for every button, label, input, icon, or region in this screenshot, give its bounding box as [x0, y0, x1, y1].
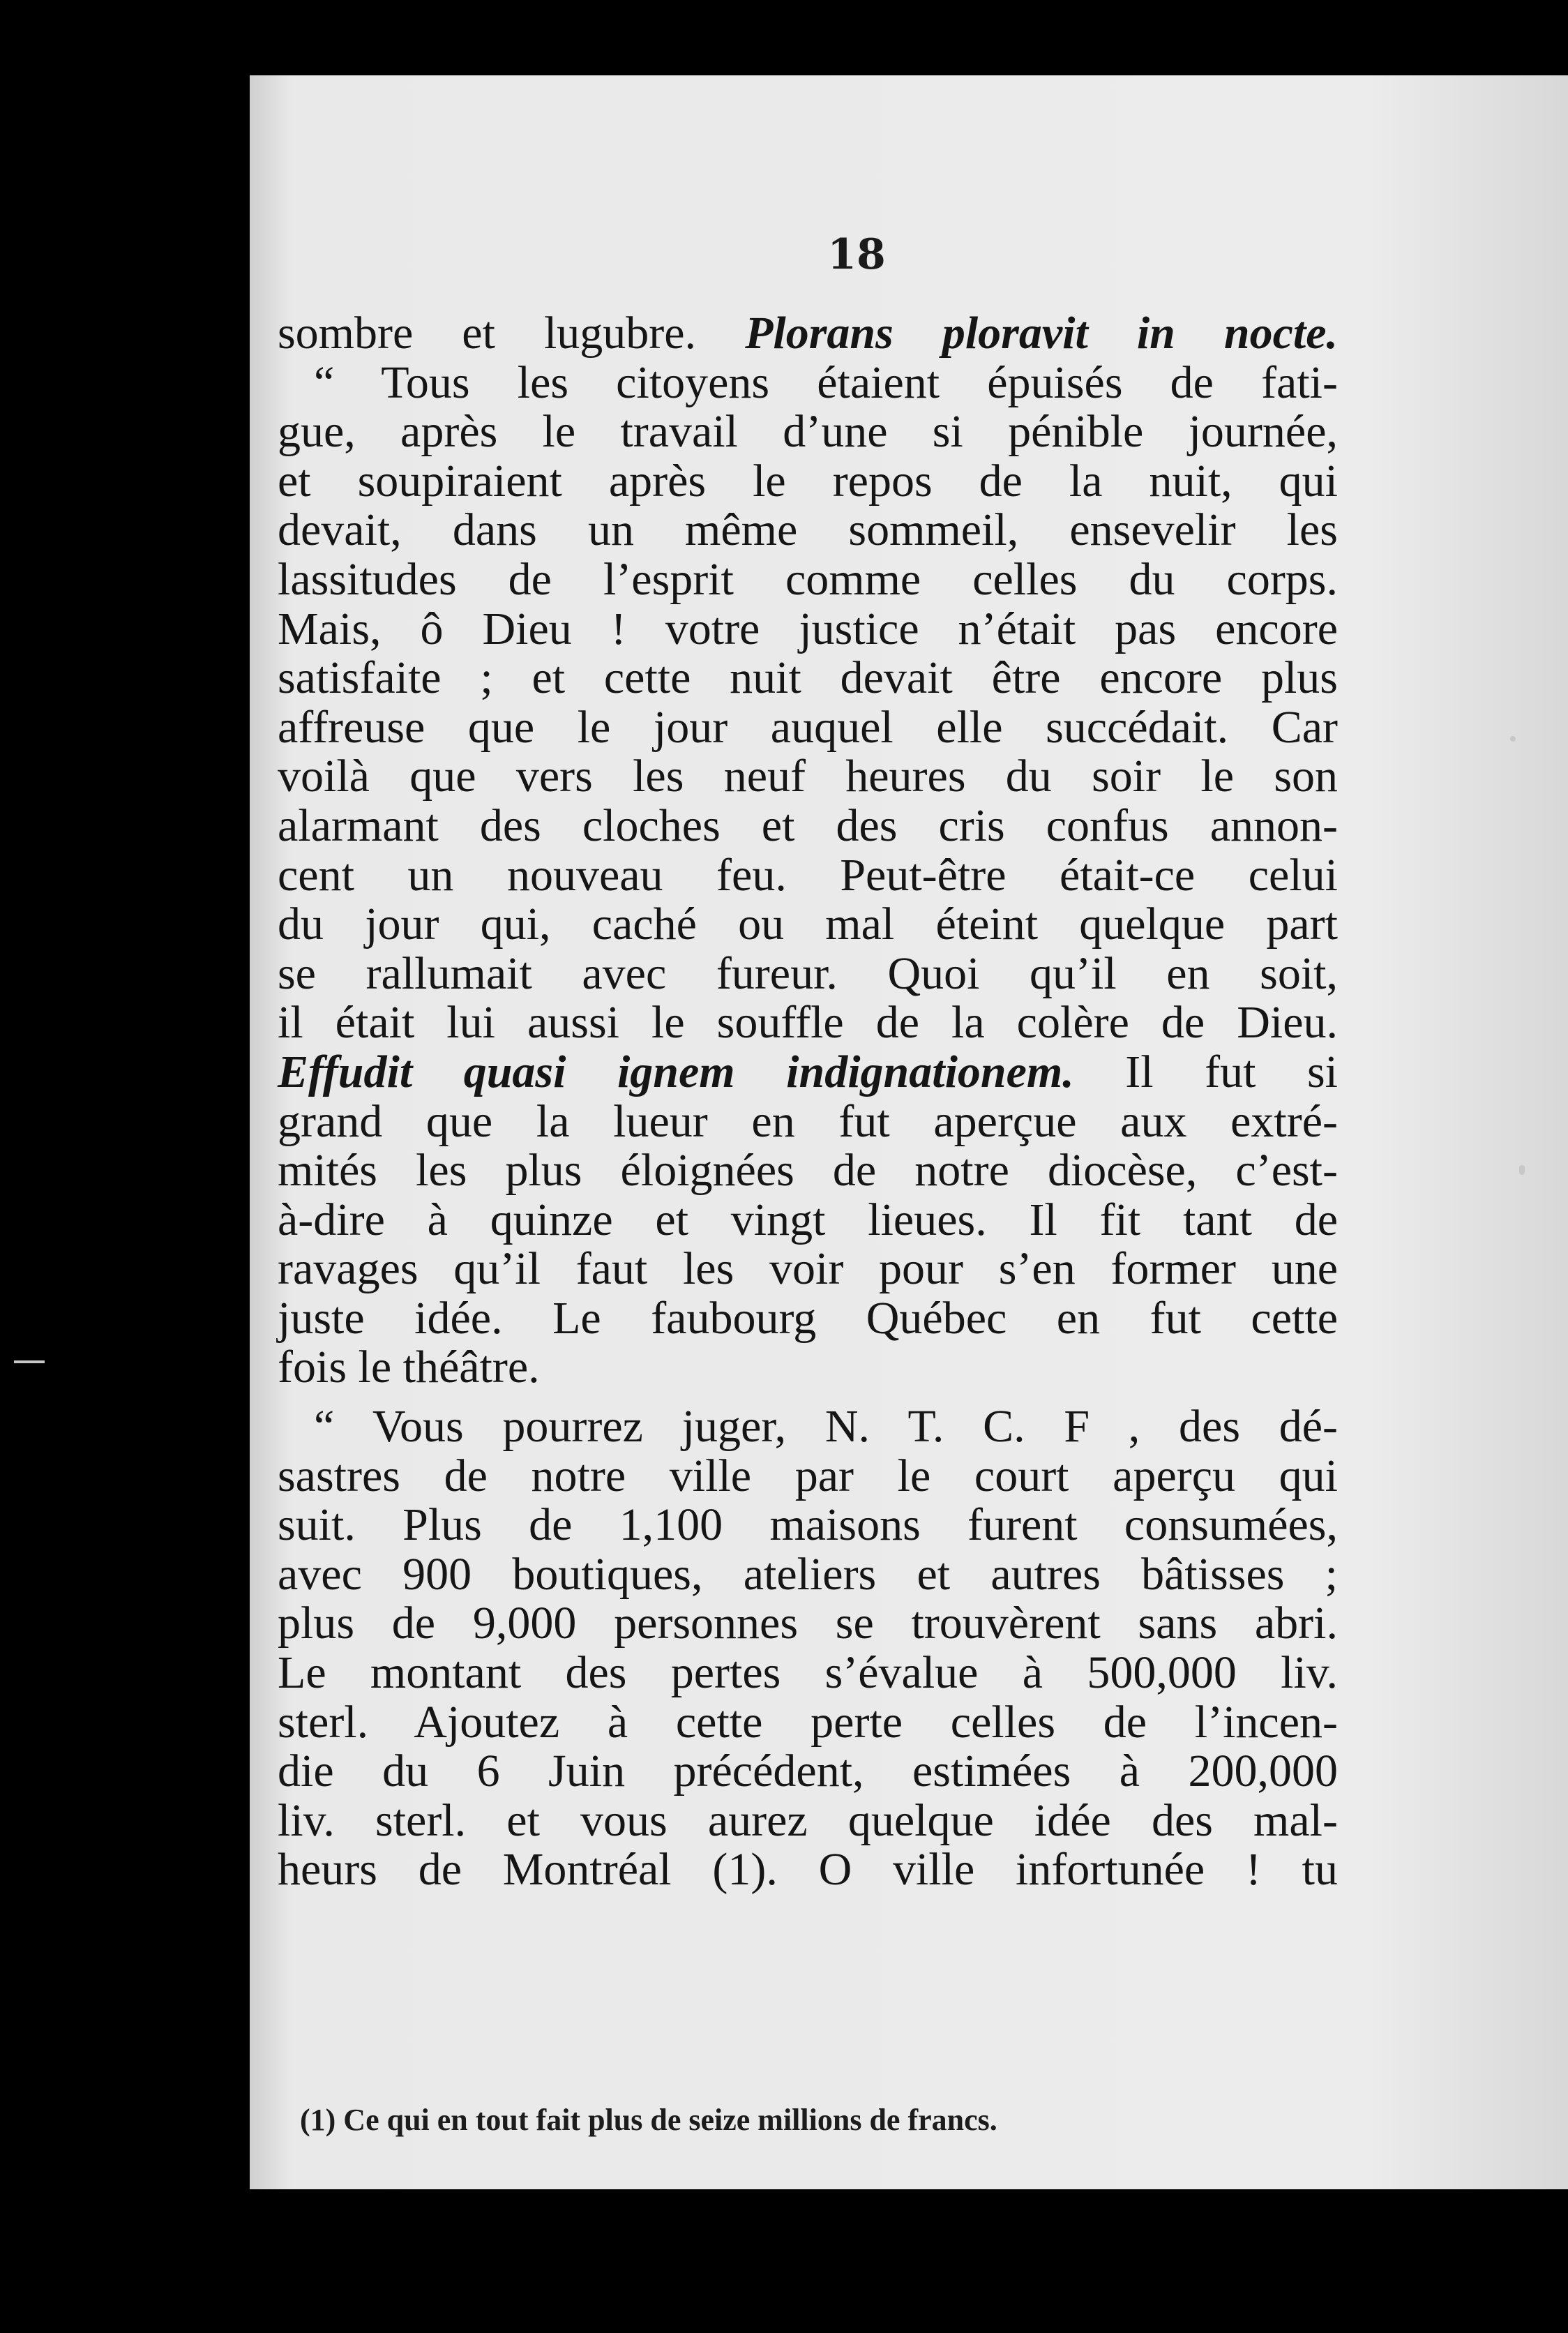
text-line: liv. sterl. et vous aurez quelque idée des mal-	[278, 1794, 1338, 1846]
text-line: Mais, ô Dieu ! votre justice n’était pas encore	[278, 603, 1338, 654]
text-line: et soupiraient après le repos de la nuit, qui	[278, 455, 1338, 507]
text-line: à-dire à quinze et vingt lieues. Il fit tant de	[278, 1194, 1338, 1245]
scan-speck	[14, 1360, 45, 1363]
text-line: voilà que vers les neuf heures du soir le son	[278, 751, 1338, 802]
text-line: alarmant des cloches et des cris confus annon-	[278, 800, 1338, 851]
text-line: sombre et lugubre. Plorans ploravit in nocte.	[278, 308, 1338, 359]
text-line: se rallumait avec fureur. Quoi qu’il en soit,	[278, 947, 1338, 999]
text-line: juste idée. Le faubourg Québec en fut cette	[278, 1292, 1338, 1344]
text-line: “ Tous les citoyens étaient épuisés de fati-	[314, 357, 1338, 408]
page-number: 18	[827, 230, 886, 279]
text-line: heurs de Montréal (1). O ville infortunée ! tu	[278, 1844, 1338, 1896]
text-line: devait, dans un même sommeil, ensevelir les	[278, 504, 1338, 556]
text-line: plus de 9,000 personnes se trouvèrent sans abri.	[278, 1598, 1338, 1649]
text-line: mités les plus éloignées de notre diocèse, c’est-	[278, 1145, 1338, 1196]
text-line: cent un nouveau feu. Peut-être était-ce celui	[278, 849, 1338, 901]
book-page	[250, 75, 1568, 2189]
text-line: ravages qu’il faut les voir pour s’en former une	[278, 1243, 1338, 1295]
text-line: satisfaite ; et cette nuit devait être encore plus	[278, 652, 1338, 704]
text-line: fois le théâtre.	[278, 1342, 540, 1393]
text-line: “ Vous pourrez juger, N. T. C. F , des dé-	[314, 1401, 1338, 1453]
scan-speck	[1519, 1165, 1525, 1175]
body-text	[278, 309, 1338, 1895]
scan-speck	[1510, 736, 1516, 742]
text-line: sastres de notre ville par le court aperçu qui	[278, 1450, 1338, 1501]
text-line: Le montant des pertes s’évalue à 500,000 liv.	[278, 1647, 1338, 1699]
text-line: Effudit quasi ignem indignationem. Il fut si	[278, 1046, 1338, 1097]
text-line: lassitudes de l’esprit comme celles du corps.	[278, 553, 1338, 605]
text-line: du jour qui, caché ou mal éteint quelque part	[278, 899, 1338, 950]
text-line: gue, après le travail d’une si pénible journée,	[278, 406, 1338, 458]
text-line: grand que la lueur en fut aperçue aux extré-	[278, 1095, 1338, 1147]
text-line: sterl. Ajoutez à cette perte celles de l’incen-	[278, 1696, 1338, 1748]
text-line: il était lui aussi le souffle de la colère de Dieu.	[278, 997, 1338, 1049]
text-line: affreuse que le jour auquel elle succédait. Car	[278, 701, 1338, 753]
footnote: (1) Ce qui en tout fait plus de seize millions de francs.	[300, 2103, 997, 2137]
text-line: suit. Plus de 1,100 maisons furent consumées,	[278, 1499, 1338, 1551]
text-line: avec 900 boutiques, ateliers et autres bâtisses ;	[278, 1548, 1338, 1600]
text-line: die du 6 Juin précédent, estimées à 200,000	[278, 1746, 1338, 1797]
